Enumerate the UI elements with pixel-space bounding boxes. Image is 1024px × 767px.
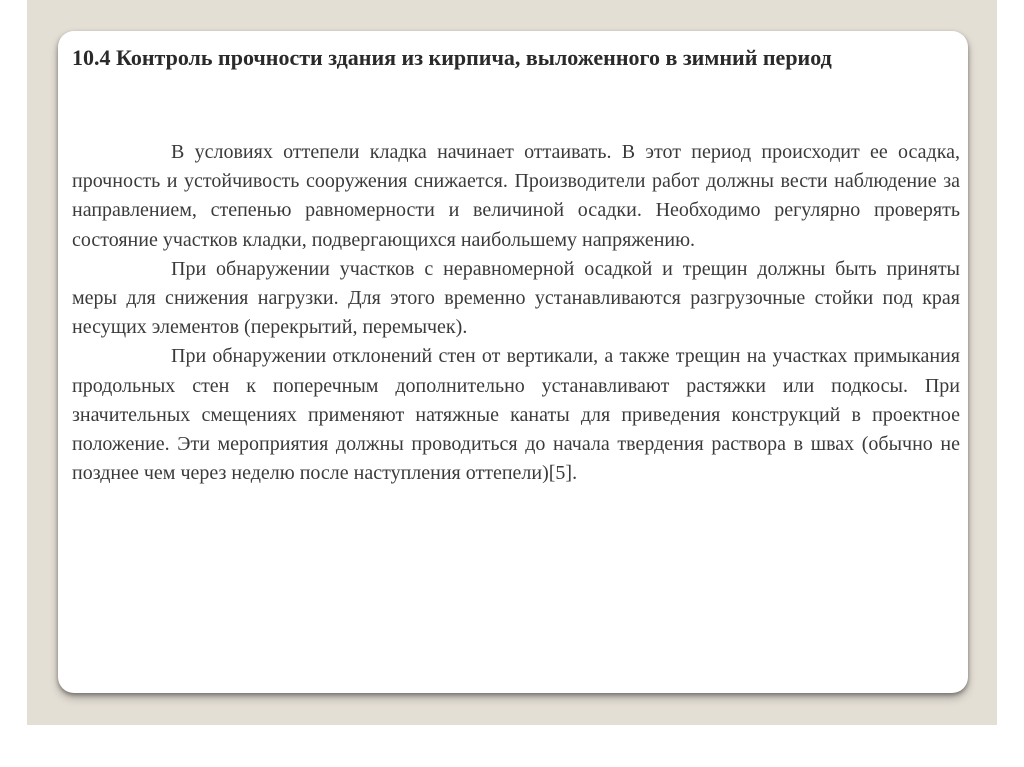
paragraph-uneven-settlement: При обнаружении участков с неравномерной осадкой и трещин должны быть приняты меры для снижения нагрузки. Для этого временно устанавливаются разгрузочные стойки под края несущих элементов (перекрытий, перемычек). (72, 257, 960, 339)
slide-body (72, 138, 960, 488)
slide-title: 10.4 Контроль прочности здания из кирпича, выложенного в зимний период (72, 45, 832, 70)
paragraph-wall-deviation: При обнаружении отклонений стен от вертикали, а также трещин на участках примыкания продольных стен к поперечным дополнительно устанавливают растяжки или подкосы. При значительных смещениях применяют натяжные канаты для приведения конструкций в проектное положение. Эти мероприятия должны проводиться до начала твердения раствора в швах (обычно не позднее чем через неделю после наступления оттепели)[5]. (72, 345, 960, 485)
paragraph-thaw-settlement: В условиях оттепели кладка начинает оттаивать. В этот период происходит ее осадка, прочность и устойчивость сооружения снижается. Производители работ должны вести наблюдение за направлением, степенью равномерности и величиной осадки. Необходимо регулярно проверять состояние участков кладки, подвергающихся наибольшему напряжению. (72, 141, 960, 251)
